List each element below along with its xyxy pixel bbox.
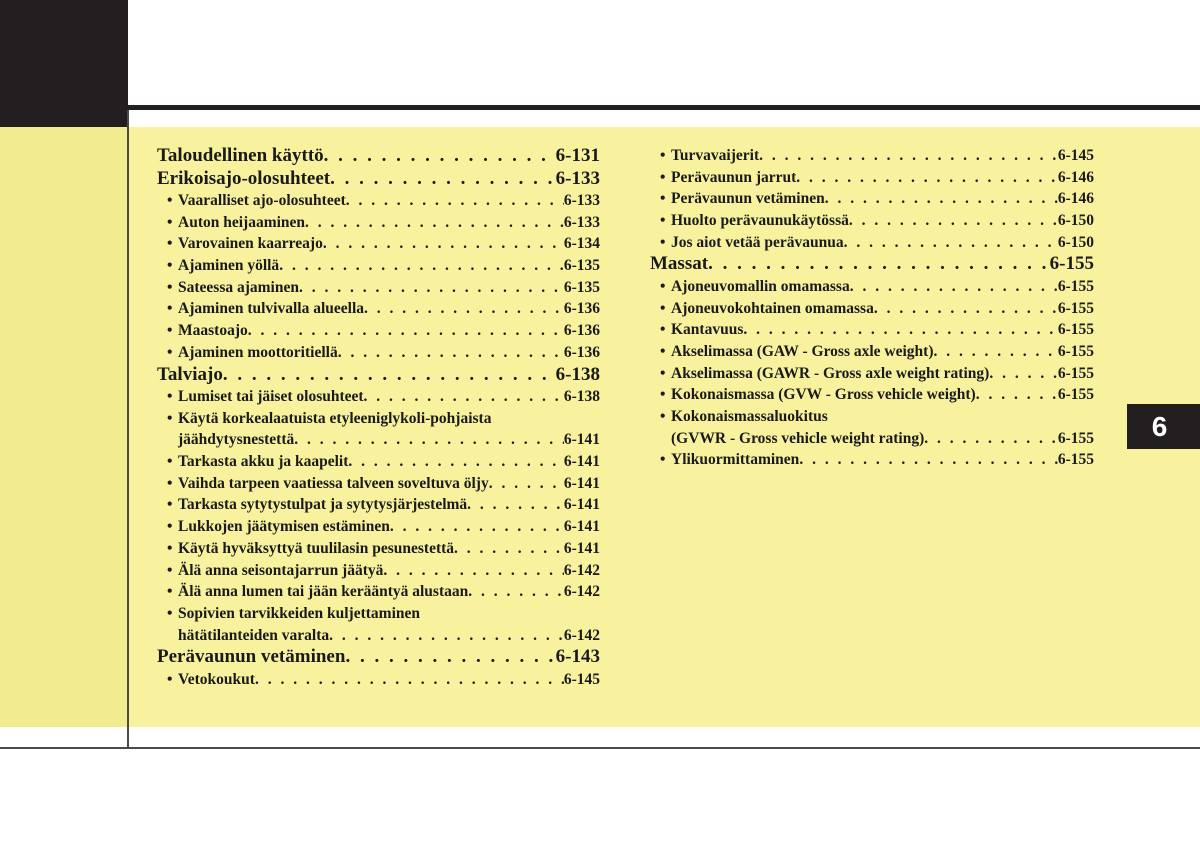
- page-number: 6-146: [1057, 190, 1094, 208]
- dot-leader: [345, 646, 555, 669]
- toc-subentry[interactable]: [650, 210, 1094, 232]
- bullet-icon: •: [167, 583, 173, 601]
- dot-leader: [383, 560, 563, 582]
- dot-leader: [743, 319, 1057, 341]
- toc-label: Lukkojen jäätymisen estäminen: [178, 518, 390, 536]
- bullet-icon: •: [167, 300, 173, 318]
- page-number: 6-155: [1057, 451, 1094, 469]
- toc-subentry[interactable]: [157, 494, 600, 516]
- dot-leader: [934, 341, 1058, 363]
- page-number: 6-136: [563, 343, 600, 361]
- toc-column-left: [157, 145, 600, 690]
- bullet-icon: •: [167, 388, 173, 405]
- bullet-icon: •: [660, 212, 666, 230]
- toc-subentry[interactable]: [157, 386, 600, 408]
- toc-column-right: [650, 145, 1094, 471]
- toc-label: Kokonaismassaluokitus: [671, 408, 828, 426]
- page-number: 6-155: [1057, 429, 1094, 447]
- toc-subentry[interactable]: [157, 408, 600, 430]
- dot-leader: [924, 428, 1058, 450]
- page-number: 6-135: [563, 278, 600, 296]
- page-number: 6-155: [1057, 321, 1094, 339]
- dot-leader: [323, 233, 564, 255]
- toc-subentry[interactable]: [157, 298, 600, 320]
- bullet-icon: •: [167, 257, 173, 275]
- dot-leader: [850, 276, 1058, 298]
- toc-subentry[interactable]: [157, 277, 600, 299]
- header-black-block: [0, 0, 128, 127]
- toc-entry[interactable]: [650, 253, 1094, 276]
- toc-label: Vaihda tarpeen vaatiessa talveen soveltuva öljy: [178, 474, 489, 492]
- toc-label: Varovainen kaarreajo: [178, 235, 323, 253]
- bullet-icon: •: [660, 299, 666, 317]
- dot-leader: [299, 277, 564, 299]
- toc-label: Auton heijaaminen: [178, 213, 306, 231]
- bullet-icon: •: [660, 451, 666, 469]
- toc-label: Ajoneuvokohtainen omamassa: [671, 299, 874, 317]
- bullet-icon: •: [167, 561, 173, 579]
- page-number: 6-146: [1057, 168, 1094, 186]
- toc-label: Ajaminen tulvivalla alueella: [178, 300, 364, 318]
- dot-leader: [364, 386, 564, 408]
- page-number: 6-145: [563, 670, 600, 688]
- toc-label: Huolto perävaunukäytössä: [671, 212, 849, 230]
- toc-entry[interactable]: [157, 364, 600, 387]
- toc-subentry[interactable]: [157, 451, 600, 473]
- dot-leader: [348, 451, 563, 473]
- dot-leader: [976, 384, 1058, 406]
- dot-leader: [338, 342, 564, 364]
- page-number: 6-155: [1057, 386, 1094, 404]
- bullet-icon: •: [167, 518, 173, 536]
- page-number: 6-143: [555, 646, 600, 668]
- bullet-icon: •: [167, 322, 173, 340]
- page-number: 6-138: [563, 388, 600, 405]
- bullet-icon: •: [167, 343, 173, 361]
- dot-leader: [849, 210, 1058, 232]
- page-number: 6-136: [563, 322, 600, 340]
- toc-label: Vetokoukut: [178, 670, 255, 688]
- page-number: 6-136: [563, 300, 600, 318]
- bullet-icon: •: [167, 409, 173, 427]
- dot-leader: [759, 145, 1058, 167]
- toc-subentry[interactable]: [650, 319, 1094, 341]
- toc-subentry[interactable]: [157, 669, 600, 691]
- toc-entry[interactable]: [157, 168, 600, 191]
- page-number: 6-142: [563, 561, 600, 579]
- toc-label: Erikoisajo-olosuhteet: [157, 167, 331, 189]
- toc-subentry[interactable]: [650, 406, 1094, 428]
- toc-label: Sateessa ajaminen: [178, 278, 299, 296]
- page-number: 6-150: [1057, 212, 1094, 230]
- toc-subentry[interactable]: [157, 320, 600, 342]
- toc-label: (GVWR - Gross vehicle weight rating): [671, 429, 925, 447]
- toc-subentry[interactable]: [650, 341, 1094, 363]
- toc-subentry[interactable]: [650, 145, 1094, 167]
- toc-subentry[interactable]: [157, 603, 600, 625]
- toc-label: Akselimassa (GAW - Gross axle weight): [671, 343, 934, 360]
- dot-leader: [874, 298, 1058, 320]
- dot-leader: [329, 625, 564, 647]
- bullet-icon: •: [660, 277, 666, 295]
- toc-subentry[interactable]: [650, 298, 1094, 320]
- page-number: 6-141: [563, 518, 600, 536]
- toc-subentry-continuation[interactable]: [650, 428, 1094, 450]
- toc-subentry[interactable]: [157, 473, 600, 495]
- toc-label: Maastoajo: [178, 322, 248, 340]
- bullet-icon: •: [660, 233, 666, 251]
- toc-label: Ajaminen moottoritiellä: [178, 343, 338, 361]
- toc-subentry[interactable]: [650, 167, 1094, 189]
- bullet-icon: •: [660, 408, 666, 426]
- toc-label: Turvavaijerit: [671, 147, 760, 164]
- page-number: 6-141: [563, 539, 600, 557]
- toc-subentry[interactable]: [650, 188, 1094, 210]
- toc-label: Kokonaismassa (GVW - Gross vehicle weight): [671, 386, 976, 404]
- toc-subentry[interactable]: [157, 212, 600, 234]
- page-number: 6-141: [563, 496, 600, 514]
- page-number: 6-141: [563, 474, 600, 492]
- dot-leader: [825, 188, 1058, 210]
- toc-label: Lumiset tai jäiset olosuhteet: [178, 388, 364, 405]
- dot-leader: [796, 167, 1058, 189]
- toc-subentry[interactable]: [650, 363, 1094, 385]
- page-number: 6-134: [563, 235, 600, 253]
- toc-label: Älä anna seisontajarrun jäätyä: [178, 561, 384, 579]
- toc-subentry[interactable]: [157, 342, 600, 364]
- dot-leader: [364, 298, 564, 320]
- dot-leader: [390, 516, 564, 538]
- toc-label: Käytä hyväksyttyä tuulilasin pesunestettä: [178, 539, 455, 557]
- page-number: 6-141: [563, 431, 600, 449]
- dot-leader: [305, 212, 564, 234]
- bullet-icon: •: [660, 168, 666, 186]
- page-number: 6-142: [563, 626, 600, 644]
- toc-entry[interactable]: [157, 145, 600, 168]
- toc-label: Älä anna lumen tai jään kerääntyä alustaan: [178, 583, 469, 601]
- toc-label: Perävaunun jarrut: [671, 168, 797, 186]
- toc-subentry[interactable]: [650, 276, 1094, 298]
- page-number: 6-155: [1049, 253, 1094, 275]
- bullet-icon: •: [167, 474, 173, 492]
- bullet-icon: •: [660, 147, 666, 164]
- toc-label: jäähdytysnestettä: [178, 431, 295, 449]
- dot-leader: [468, 581, 564, 603]
- dot-leader: [989, 363, 1058, 385]
- toc-entry[interactable]: [157, 646, 600, 669]
- bullet-icon: •: [167, 213, 173, 231]
- page-number: 6-155: [1057, 343, 1094, 360]
- toc-subentry[interactable]: [650, 384, 1094, 406]
- toc-label: Taloudellinen käyttö: [157, 145, 324, 166]
- bullet-icon: •: [167, 453, 173, 471]
- bullet-icon: •: [660, 386, 666, 404]
- toc-label: Akselimassa (GAWR - Gross axle weight rating): [671, 364, 990, 382]
- margin-strip: [0, 127, 128, 727]
- bullet-icon: •: [167, 235, 173, 253]
- toc-label: Tarkasta akku ja kaapelit: [178, 453, 349, 471]
- chapter-tab[interactable]: 6: [1127, 404, 1200, 449]
- toc-subentry[interactable]: [157, 581, 600, 603]
- toc-label: Tarkasta sytytystulpat ja sytytysjärjestelmä: [178, 496, 468, 514]
- page-number: 6-145: [1057, 147, 1094, 164]
- margin-rule: [127, 110, 129, 748]
- bullet-icon: •: [660, 343, 666, 360]
- toc-label: Ajaminen yöllä: [178, 257, 280, 275]
- dot-leader: [255, 669, 564, 691]
- toc-label: Käytä korkealaatuista etyleeniglykoli-pohjaista: [178, 409, 492, 427]
- toc-subentry-continuation[interactable]: [157, 625, 600, 647]
- page-number: 6-135: [563, 257, 600, 275]
- bullet-icon: •: [660, 364, 666, 382]
- bullet-icon: •: [167, 539, 173, 557]
- page-number: 6-155: [1057, 299, 1094, 317]
- toc-label: Talviajo: [157, 363, 223, 385]
- dot-leader: [223, 364, 556, 387]
- dot-leader: [248, 320, 564, 342]
- dot-leader: [489, 473, 564, 495]
- bullet-icon: •: [167, 496, 173, 514]
- page-number: 6-150: [1057, 233, 1094, 251]
- footer-rule: [0, 747, 1200, 749]
- page-number: 6-133: [555, 167, 600, 189]
- toc-subentry[interactable]: [157, 190, 600, 212]
- dot-leader: [454, 538, 564, 560]
- toc-label: Sopivien tarvikkeiden kuljettaminen: [178, 604, 420, 622]
- page-number: 6-141: [563, 453, 600, 471]
- toc-label: Perävaunun vetäminen: [157, 646, 346, 668]
- dot-leader: [799, 449, 1058, 471]
- toc-subentry[interactable]: [650, 232, 1094, 254]
- page-number: 6-138: [555, 363, 600, 385]
- dot-leader: [324, 145, 556, 168]
- dot-leader: [279, 255, 564, 277]
- toc-label: Massat: [650, 253, 709, 275]
- bullet-icon: •: [167, 192, 173, 209]
- toc-label: Ylikuormittaminen: [671, 451, 800, 469]
- bullet-icon: •: [167, 604, 173, 622]
- toc-label: Ajoneuvomallin omamassa: [671, 277, 850, 295]
- header-rule: [128, 105, 1200, 110]
- toc-label: Perävaunun vetäminen: [671, 190, 825, 208]
- dot-leader: [330, 168, 556, 191]
- bullet-icon: •: [167, 278, 173, 296]
- toc-label: Jos aiot vetää perävaunua: [671, 233, 844, 251]
- bullet-icon: •: [660, 321, 666, 339]
- page-number: 6-133: [563, 192, 600, 209]
- toc-subentry[interactable]: [650, 449, 1094, 471]
- page-number: 6-155: [1057, 364, 1094, 382]
- toc-label: hätätilanteiden varalta: [178, 626, 330, 644]
- toc-subentry[interactable]: [157, 538, 600, 560]
- bullet-icon: •: [660, 190, 666, 208]
- dot-leader: [346, 190, 564, 212]
- toc-label: Vaaralliset ajo-olosuhteet: [178, 192, 346, 209]
- bullet-icon: •: [167, 670, 173, 688]
- toc-subentry[interactable]: [157, 233, 600, 255]
- page-number: 6-133: [563, 213, 600, 231]
- dot-leader: [844, 232, 1058, 254]
- toc-subentry[interactable]: [157, 516, 600, 538]
- toc-subentry[interactable]: [157, 255, 600, 277]
- dot-leader: [467, 494, 564, 516]
- dot-leader: [708, 253, 1050, 276]
- page-number: 6-142: [563, 583, 600, 601]
- toc-subentry[interactable]: [157, 560, 600, 582]
- toc-label: Kantavuus: [671, 321, 744, 339]
- page-number: 6-131: [555, 145, 600, 166]
- dot-leader: [294, 429, 564, 451]
- page-number: 6-155: [1057, 277, 1094, 295]
- toc-subentry-continuation[interactable]: [157, 429, 600, 451]
